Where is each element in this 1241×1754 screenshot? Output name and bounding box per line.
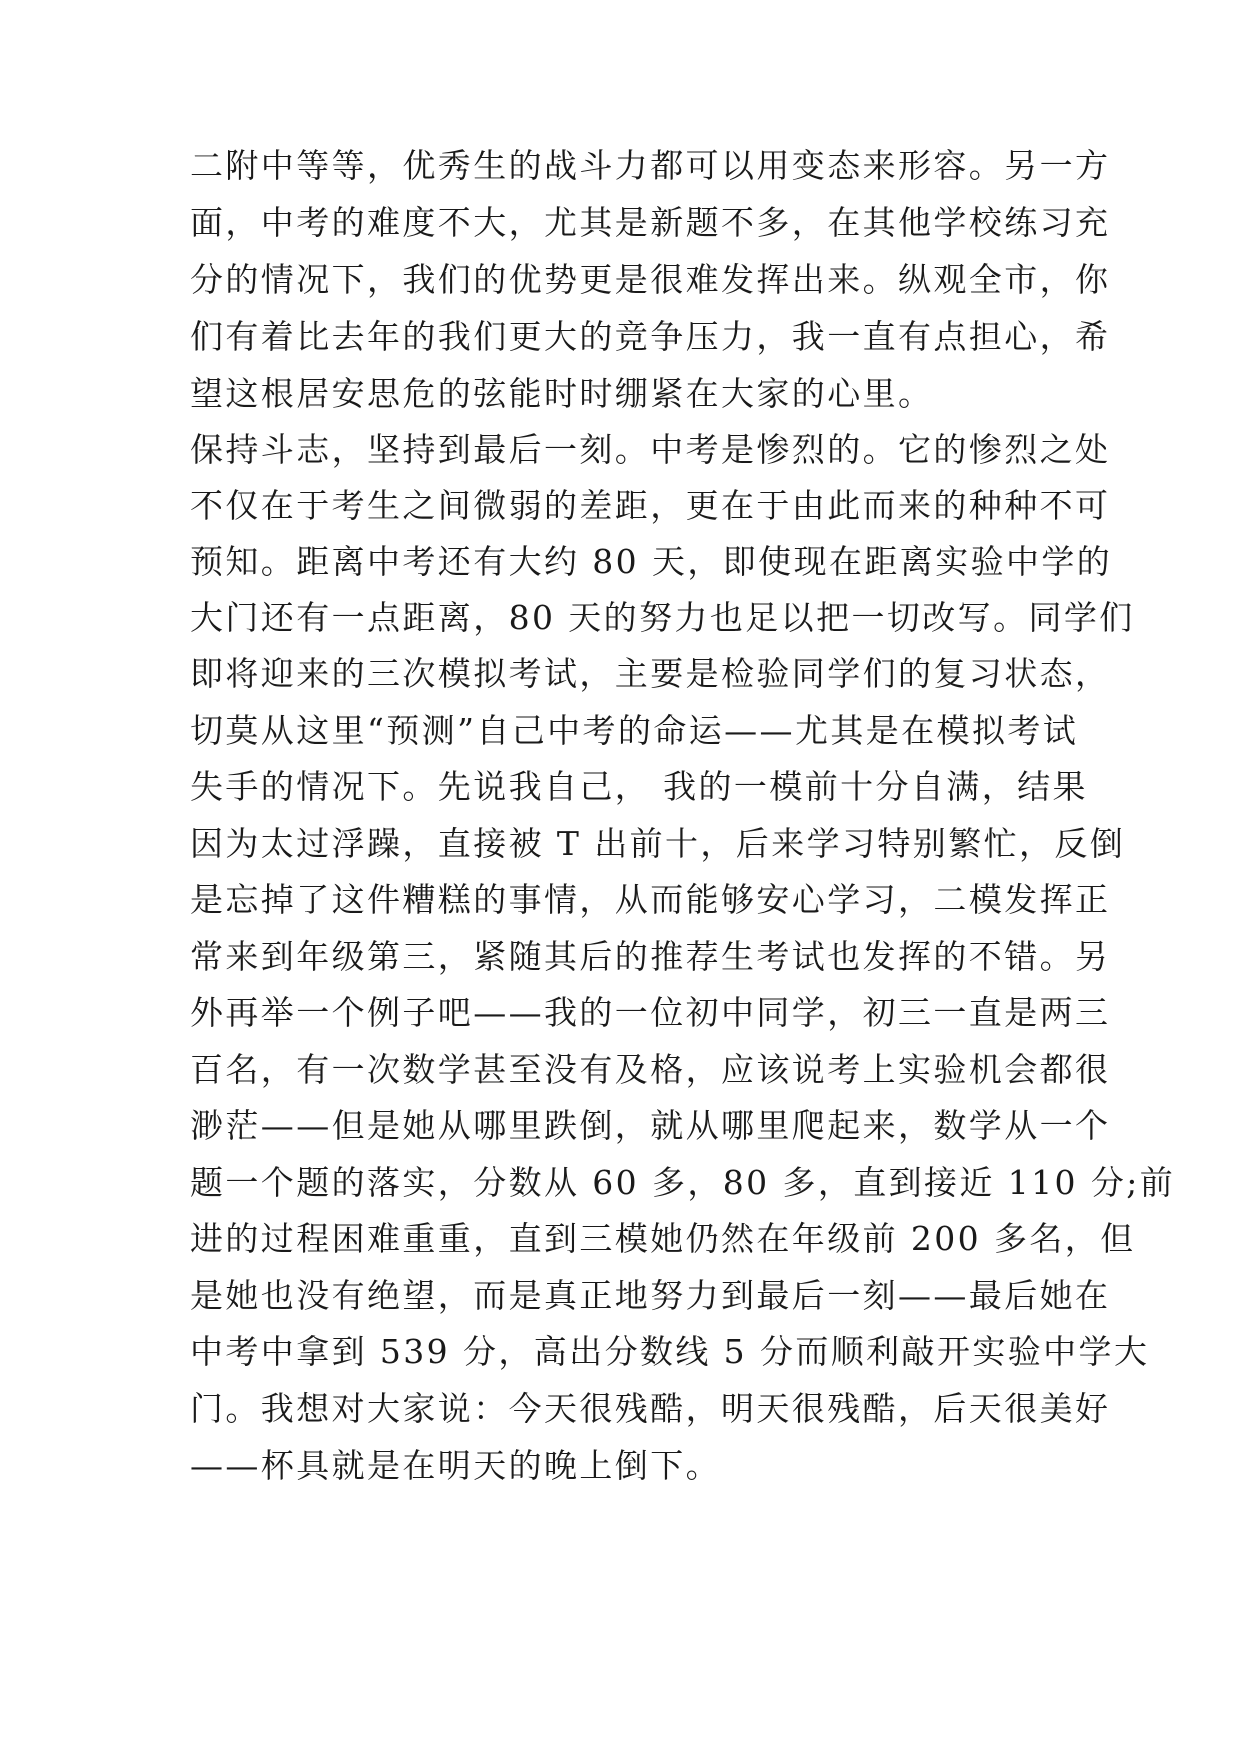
text-line: 分的情况下，我们的优势更是很难发挥出来。纵观全市，你 <box>190 260 1111 299</box>
text-line: ——杯具就是在明天的晚上倒下。 <box>190 1446 721 1485</box>
text-line: 预知。距离中考还有大约 80 天，即使现在距离实验中学的 <box>190 542 1113 581</box>
text-line: 进的过程困难重重，直到三模她仍然在年级前 200 多名，但 <box>190 1219 1136 1258</box>
text-line: 百名，有一次数学甚至没有及格，应该说考上实验机会都很 <box>190 1050 1111 1089</box>
text-line: 保持斗志，坚持到最后一刻。中考是惨烈的。它的惨烈之处 <box>190 430 1111 469</box>
text-line: 们有着比去年的我们更大的竞争压力，我一直有点担心，希 <box>190 317 1111 356</box>
text-line: 因为太过浮躁，直接被 T 出前十，后来学习特别繁忙，反倒 <box>190 824 1126 863</box>
text-line: 渺茫——但是她从哪里跌倒，就从哪里爬起来，数学从一个 <box>190 1106 1111 1145</box>
text-line: 题一个题的落实，分数从 60 多，80 多，直到接近 110 分;前 <box>190 1163 1176 1202</box>
text-line: 中考中拿到 539 分，高出分数线 5 分而顺利敲开实验中学大 <box>190 1332 1150 1371</box>
text-line: 即将迎来的三次模拟考试，主要是检验同学们的复习状态， <box>190 654 1111 693</box>
text-line: 望这根居安思危的弦能时时绷紧在大家的心里。 <box>190 374 934 413</box>
text-line: 常来到年级第三，紧随其后的推荐生考试也发挥的不错。另 <box>190 937 1111 976</box>
text-line: 面，中考的难度不大，尤其是新题不多，在其他学校练习充 <box>190 203 1111 242</box>
text-line: 是忘掉了这件糟糕的事情，从而能够安心学习，二模发挥正 <box>190 880 1111 919</box>
text-line: 切莫从这里“预测”自己中考的命运——尤其是在模拟考试 <box>190 711 1079 750</box>
text-line: 大门还有一点距离，80 天的努力也足以把一切改写。同学们 <box>190 598 1135 637</box>
text-line: 不仅在于考生之间微弱的差距，更在于由此而来的种种不可 <box>190 486 1111 525</box>
text-line: 二附中等等，优秀生的战斗力都可以用变态来形容。另一方 <box>190 146 1111 185</box>
text-line: 是她也没有绝望，而是真正地努力到最后一刻——最后她在 <box>190 1276 1111 1315</box>
text-line: 外再举一个例子吧——我的一位初中同学，初三一直是两三 <box>190 993 1111 1032</box>
text-line: 门。我想对大家说：今天很残酷，明天很残酷，后天很美好 <box>190 1389 1111 1428</box>
text-line: 失手的情况下。先说我自己， 我的一模前十分自满，结果 <box>190 767 1088 806</box>
